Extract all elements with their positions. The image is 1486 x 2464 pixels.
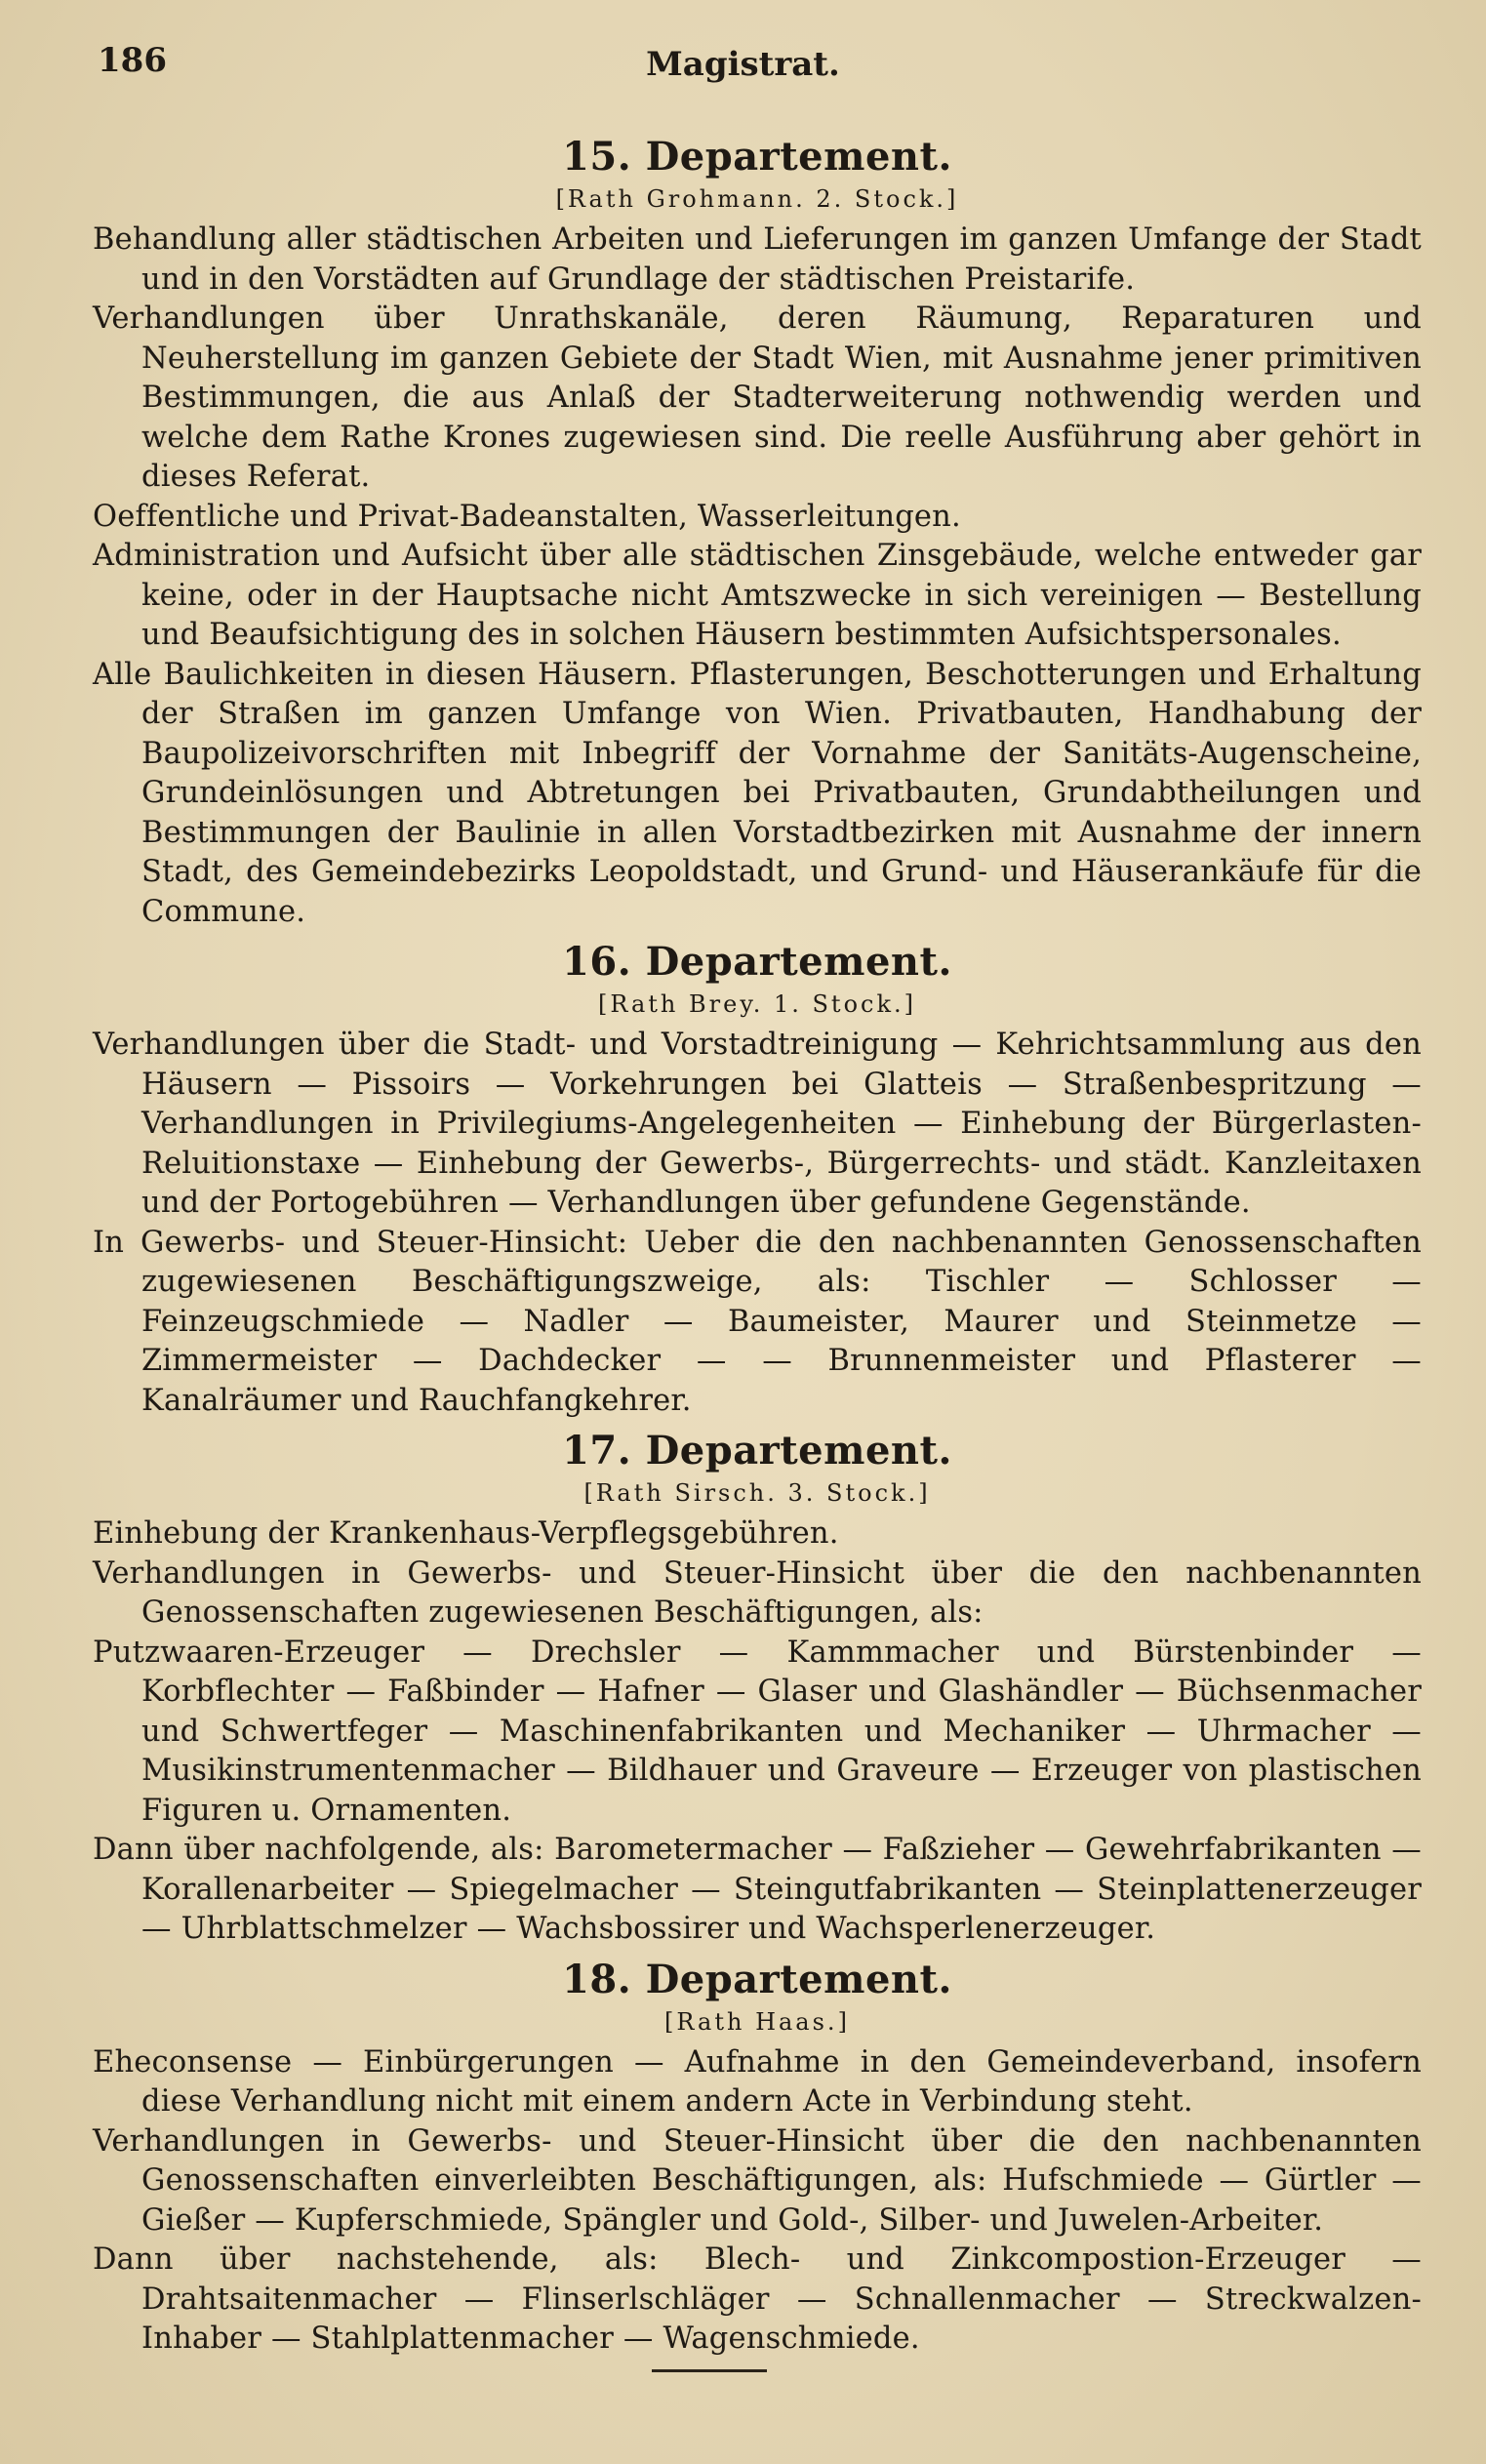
- department-18: [93, 1956, 1422, 2360]
- department-paragraph: Verhandlungen in Gewerbs- und Steuer-Hinsicht über die den nachbenannten Genossenschaften einverleibten Beschäftigungen, als: Hufschmiede — Gürtler — Gießer — Kupferschmiede, Spängler und Gold-, Silber- und Juwelen-Arbeiter.: [93, 2123, 1422, 2238]
- page-number: 186: [98, 41, 167, 80]
- department-paragraph: Dann über nachfolgende, als: Barometermacher — Faßzieher — Gewehrfabrikanten — Korallenarbeiter — Spiegelmacher — Steingutfabrikanten — Steinplattenerzeuger — Uhrblattschmelzer — Wachsbossirer und Wachsperlenerzeuger.: [93, 1833, 1422, 1946]
- running-head: Magistrat.: [646, 45, 840, 84]
- department-paragraph: Einhebung der Krankenhaus-Verpflegsgebühren.: [93, 1516, 839, 1551]
- department-paragraph: Putzwaaren-Erzeuger — Drechsler — Kammmacher und Bürstenbinder — Korbflechter — Faßbinder — Hafner — Glaser und Glashändler — Büchsenmacher und Schwertfeger — Maschinenfabrikanten und Mechaniker — Uhrmacher — Musikinstrumentenmacher — Bildhauer und Graveure — Erzeuger von plastischen Figuren u. Ornamenten.: [93, 1635, 1422, 1828]
- department-paragraph: Alle Baulichkeiten in diesen Häusern. Pflasterungen, Beschotterungen und Erhaltung der Straßen im ganzen Umfange von Wien. Privatbauten, Handhabung der Baupolizeivorschriften mit Inbegriff der Vornahme der Sanitäts-Augenscheine, Grundeinlösungen und Abtretungen bei Privatbauten, Grundabtheilungen und Bestimmungen der Baulinie in allen Vorstadtbezirken mit Ausnahme der innern Stadt, des Gemeindebezirks Leopoldstadt, und Grund- und Häuserankäufe für die Commune.: [93, 657, 1422, 929]
- department-paragraph: Oeffentliche und Privat-Badeanstalten, Wasserleitungen.: [93, 499, 961, 534]
- page-content: [93, 127, 1422, 2360]
- closing-rule: [652, 2369, 767, 2372]
- department-paragraph: Behandlung aller städtischen Arbeiten und Lieferungen im ganzen Umfange der Stadt und in den Vorstädten auf Grundlage der städtischen Preistarife.: [93, 222, 1422, 297]
- department-title: 18. Departement.: [562, 1956, 952, 2002]
- department-16: [93, 938, 1422, 1421]
- department-paragraph: Verhandlungen in Gewerbs- und Steuer-Hinsicht über die den nachbenannten Genossenschaften zugewiesenen Beschäftigungen, als:: [93, 1555, 1422, 1630]
- department-17: [93, 1427, 1422, 1950]
- department-title: 16. Departement.: [562, 939, 952, 985]
- department-paragraph: Dann über nachstehende, als: Blech- und Zinkcompostion-Erzeuger — Drahtsaitenmacher — Flinserlschläger — Schnallenmacher — Streckwalzen-Inhaber — Stahlplattenmacher — Wagenschmiede.: [93, 2242, 1422, 2356]
- department-paragraph: Eheconsense — Einbürgerungen — Aufnahme in den Gemeindeverband, insofern diese Verhandlung nicht mit einem andern Acte in Verbindung steht.: [93, 2044, 1422, 2119]
- department-paragraph: Administration und Aufsicht über alle städtischen Zinsgebäude, welche entweder gar keine, oder in der Hauptsache nicht Amtszwecke in sich vereinigen — Bestellung und Beaufsichtigung des in solchen Häusern bestimmten Aufsichtspersonales.: [93, 539, 1422, 652]
- department-paragraph: Verhandlungen über Unrathskanäle, deren Räumung, Reparaturen und Neuherstellung im ganzen Gebiete der Stadt Wien, mit Ausnahme jener primitiven Bestimmungen, die aus Anlaß der Stadterweiterung nothwendig werden und welche dem Rathe Krones zugewiesen sind. Die reelle Ausführung aber gehört in dieses Referat.: [93, 302, 1422, 494]
- department-title: 15. Departement.: [562, 134, 952, 180]
- department-paragraph: Verhandlungen über die Stadt- und Vorstadtreinigung — Kehrichtsammlung aus den Häusern — Pissoirs — Vorkehrungen bei Glatteis — Straßenbespritzung — Verhandlungen in Privilegiums-Angelegenheiten — Einhebung der Bürgerlasten-Reluitionstaxe — Einhebung der Gewerbs-, Bürgerrechts- und städt. Kanzleitaxen und der Portogebühren — Verhandlungen über gefundene Gegenstände.: [93, 1028, 1422, 1220]
- department-official: [Rath Haas.]: [664, 2007, 850, 2036]
- department-paragraph: In Gewerbs- und Steuer-Hinsicht: Ueber die den nachbenannten Genossenschaften zugewiesenen Beschäftigungszweige, als: Tischler — Schlosser — Feinzeugschmiede — Nadler — Baumeister, Maurer und Steinmetze — Zimmermeister — Dachdecker — — Brunnenmeister und Pflasterer — Kanalräumer und Rauchfangkehrer.: [93, 1225, 1422, 1418]
- department-official: [Rath Brey. 1. Stock.]: [597, 990, 916, 1018]
- department-official: [Rath Grohmann. 2. Stock.]: [555, 185, 959, 213]
- department-15: [93, 133, 1422, 932]
- department-title: 17. Departement.: [562, 1428, 952, 1474]
- department-official: [Rath Sirsch. 3. Stock.]: [583, 1479, 931, 1507]
